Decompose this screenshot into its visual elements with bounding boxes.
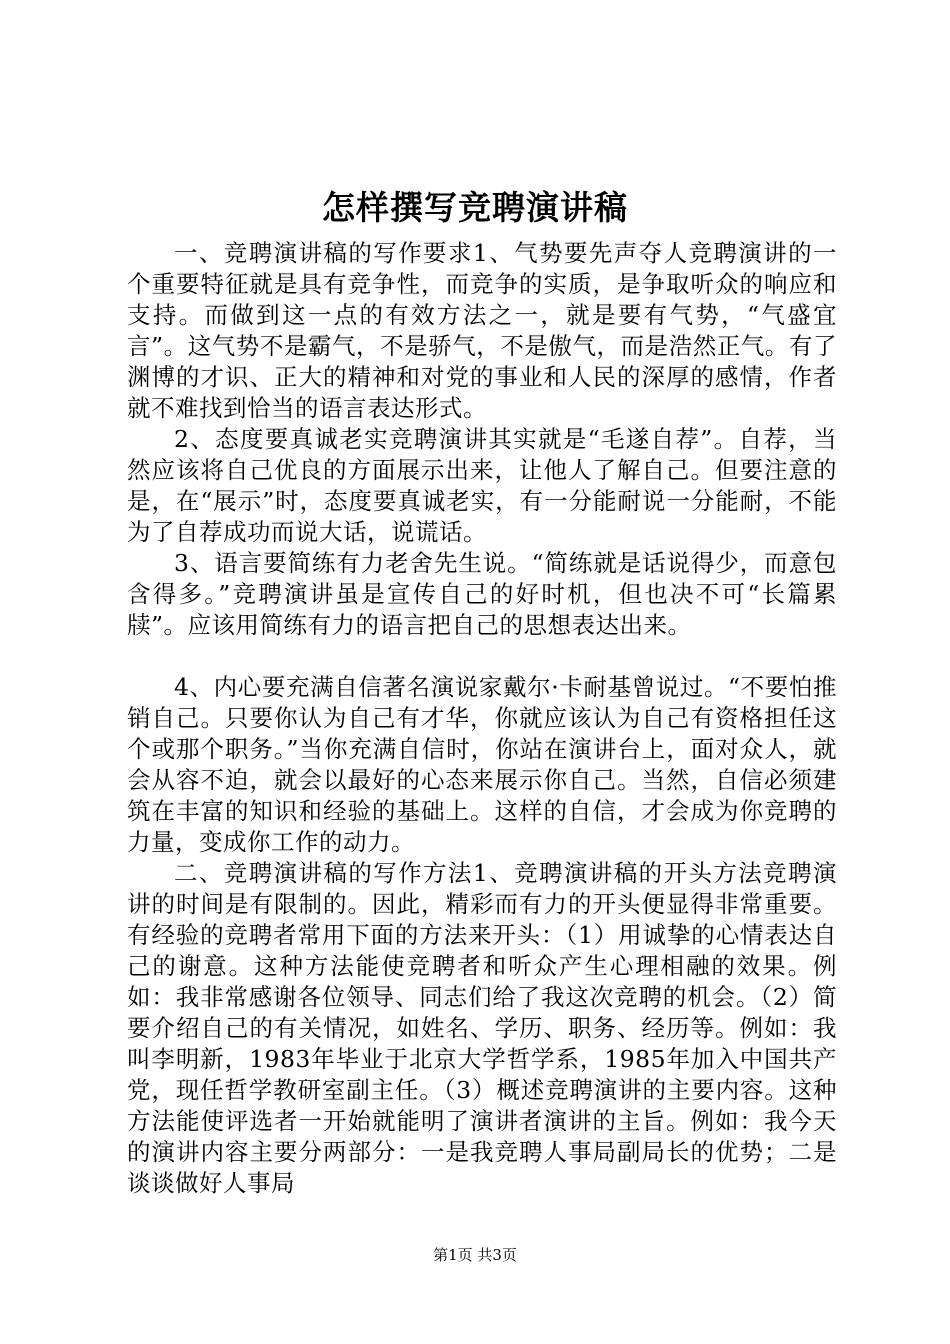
paragraph-methods: 二、竞聘演讲稿的写作方法1、竞聘演讲稿的开头方法竞聘演讲的时间是有限制的。因此，精彩而有力的开头便显得非常重要。有经验的竞聘者常用下面的方法来开头：（1）用诚挚的心情表达自己的谢意。这种方法能使竞聘者和听众产生心理相融的效果。例如：我非常感谢各位领导、同志们给了我这次竞聘的机会。（2）简要介绍自己的有关情况，如姓名、学历、职务、经历等。例如：我叫李明新，1983年毕业于北京大学哲学系，1985年加入中国共产党，现任哲学教研室副主任。（3）概述竞聘演讲的主要内容。这种方法能使评选者一开始就能明了演讲者演讲的主旨。例如：我今天的演讲内容主要分两部分：一是我竞聘人事局副局长的优势；二是谈谈做好人事局 xyxy=(127,859,837,1197)
document-body xyxy=(127,238,837,1199)
page-footer: 第1页 共3页 xyxy=(433,1246,517,1264)
paragraph-confidence: 4、内心要充满自信著名演说家戴尔·卡耐基曾说过。“不要怕推销自己。只要你认为自己有才华，你就应该认为自己有资格担任这个或那个职务。”当你充满自信时，你站在演讲台上，面对众人，就会从容不迫，就会以最好的心态来展示你自己。当然，自信必须建筑在丰富的知识和经验的基础上。这样的自信，才会成为你竞聘的力量，变成你工作的动力。 xyxy=(127,673,837,856)
paragraph-requirements-intro: 一、竞聘演讲稿的写作要求1、气势要先声夺人竞聘演讲的一个重要特征就是具有竞争性，而竞争的实质，是争取听众的响应和支持。而做到这一点的有效方法之一，就是要有气势，“气盛宜言”。这气势不是霸气，不是骄气，不是傲气，而是浩然正气。有了渊博的才识、正大的精神和对党的事业和人民的深厚的感情，作者就不难找到恰当的语言表达形式。 xyxy=(127,239,837,422)
document-title: 怎样撰写竞聘演讲稿 xyxy=(322,188,628,227)
paragraph-attitude: 2、态度要真诚老实竞聘演讲其实就是“毛遂自荐”。自荐，当然应该将自己优良的方面展示出来，让他人了解自己。但要注意的是，在“展示”时，态度要真诚老实，有一分能耐说一分能耐，不能为了自荐成功而说大话，说谎话。 xyxy=(127,425,837,546)
paragraph-language: 3、语言要简练有力老舍先生说。“简练就是话说得少，而意包含得多。”竞聘演讲虽是宣传自己的好时机，但也决不可“长篇累牍”。应该用简练有力的语言把自己的思想表达出来。 xyxy=(127,549,837,639)
